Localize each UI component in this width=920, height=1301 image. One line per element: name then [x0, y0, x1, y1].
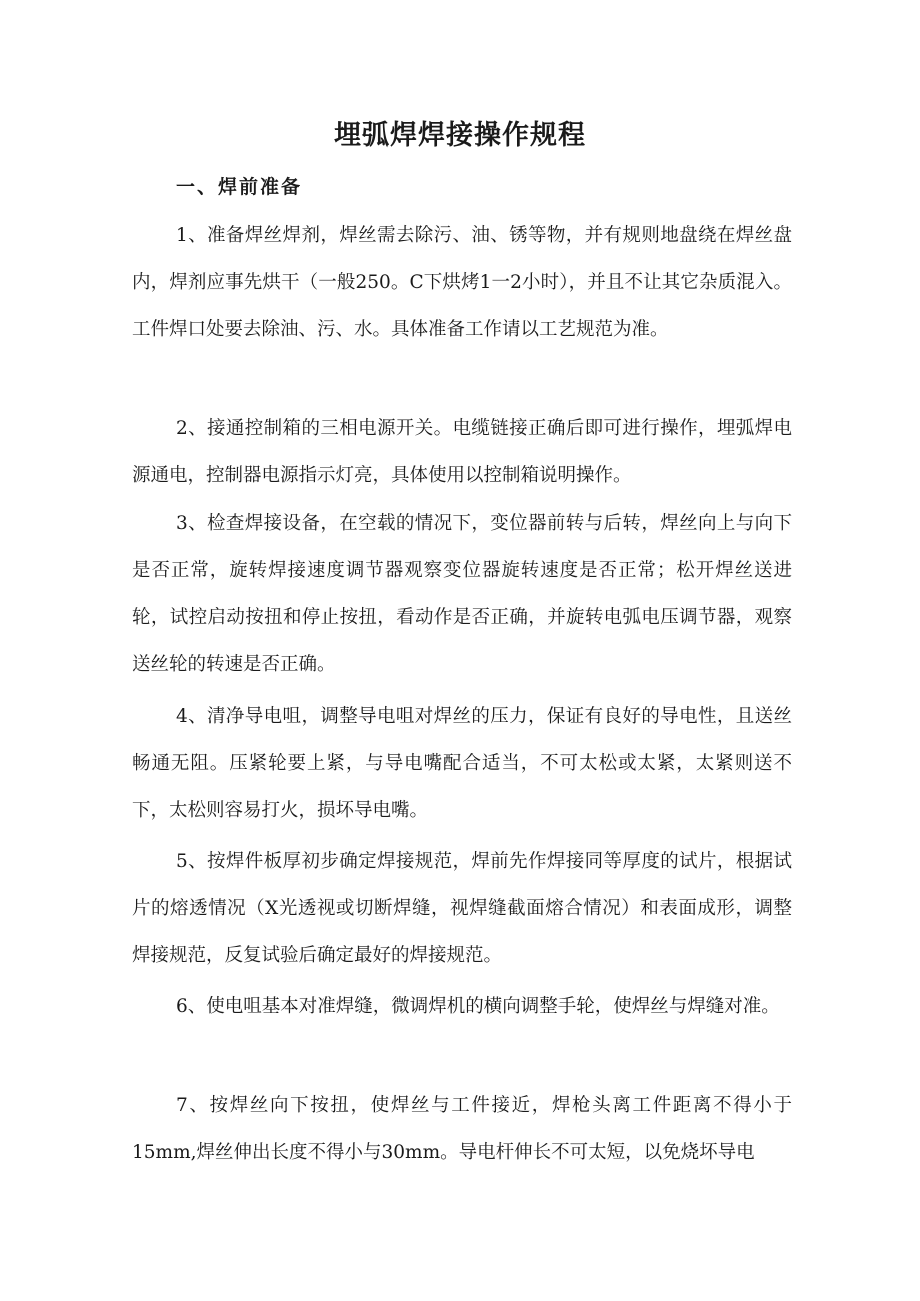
document-title: 埋弧焊焊接操作规程	[334, 120, 586, 151]
paragraph-3: 3、检查焊接设备，在空载的情况下，变位器前转与后转，焊丝向上与向下是否正常，旋转焊接速度调节器观察变位器旋转速度是否正常；松开焊丝送进轮，试控启动按扭和停止按扭，看动作是否正确，并旋转电弧电压调节器，观察送丝轮的转速是否正确。	[132, 513, 792, 675]
paragraph-7: 7、按焊丝向下按扭，使焊丝与工件接近，焊枪头离工件距离不得小于15mm,焊丝伸出长度不得小与30mm。导电杆伸长不可太短，以免烧坏导电	[132, 1095, 792, 1163]
paragraph-2: 2、接通控制箱的三相电源开关。电缆链接正确后即可进行操作，埋弧焊电源通电，控制器电源指示灯亮，具体使用以控制箱说明操作。	[132, 418, 792, 486]
section-heading: 一、焊前准备	[176, 176, 303, 198]
paragraph-6: 6、使电咀基本对准焊缝，微调焊机的横向调整手轮，使焊丝与焊缝对准。	[176, 996, 780, 1017]
paragraph-4: 4、清净导电咀，调整导电咀对焊丝的压力，保证有良好的导电性，且送丝畅通无阻。压紧轮要上紧，与导电嘴配合适当，不可太松或太紧，太紧则送不下，太松则容易打火，损坏导电嘴。	[132, 706, 792, 821]
paragraph-1: 1、准备焊丝焊剂，焊丝需去除污、油、锈等物，并有规则地盘绕在焊丝盘内，焊剂应事先烘干（一般250。C下烘烤1一2小时），并且不让其它杂质混入。工件焊口处要去除油、污、水。具体准备工作请以工艺规范为准。	[132, 225, 792, 340]
paragraph-5: 5、按焊件板厚初步确定焊接规范，焊前先作焊接同等厚度的试片，根据试片的熔透情况（X光透视或切断焊缝，视焊缝截面熔合情况）和表面成形，调整焊接规范，反复试验后确定最好的焊接规范。	[132, 851, 792, 966]
